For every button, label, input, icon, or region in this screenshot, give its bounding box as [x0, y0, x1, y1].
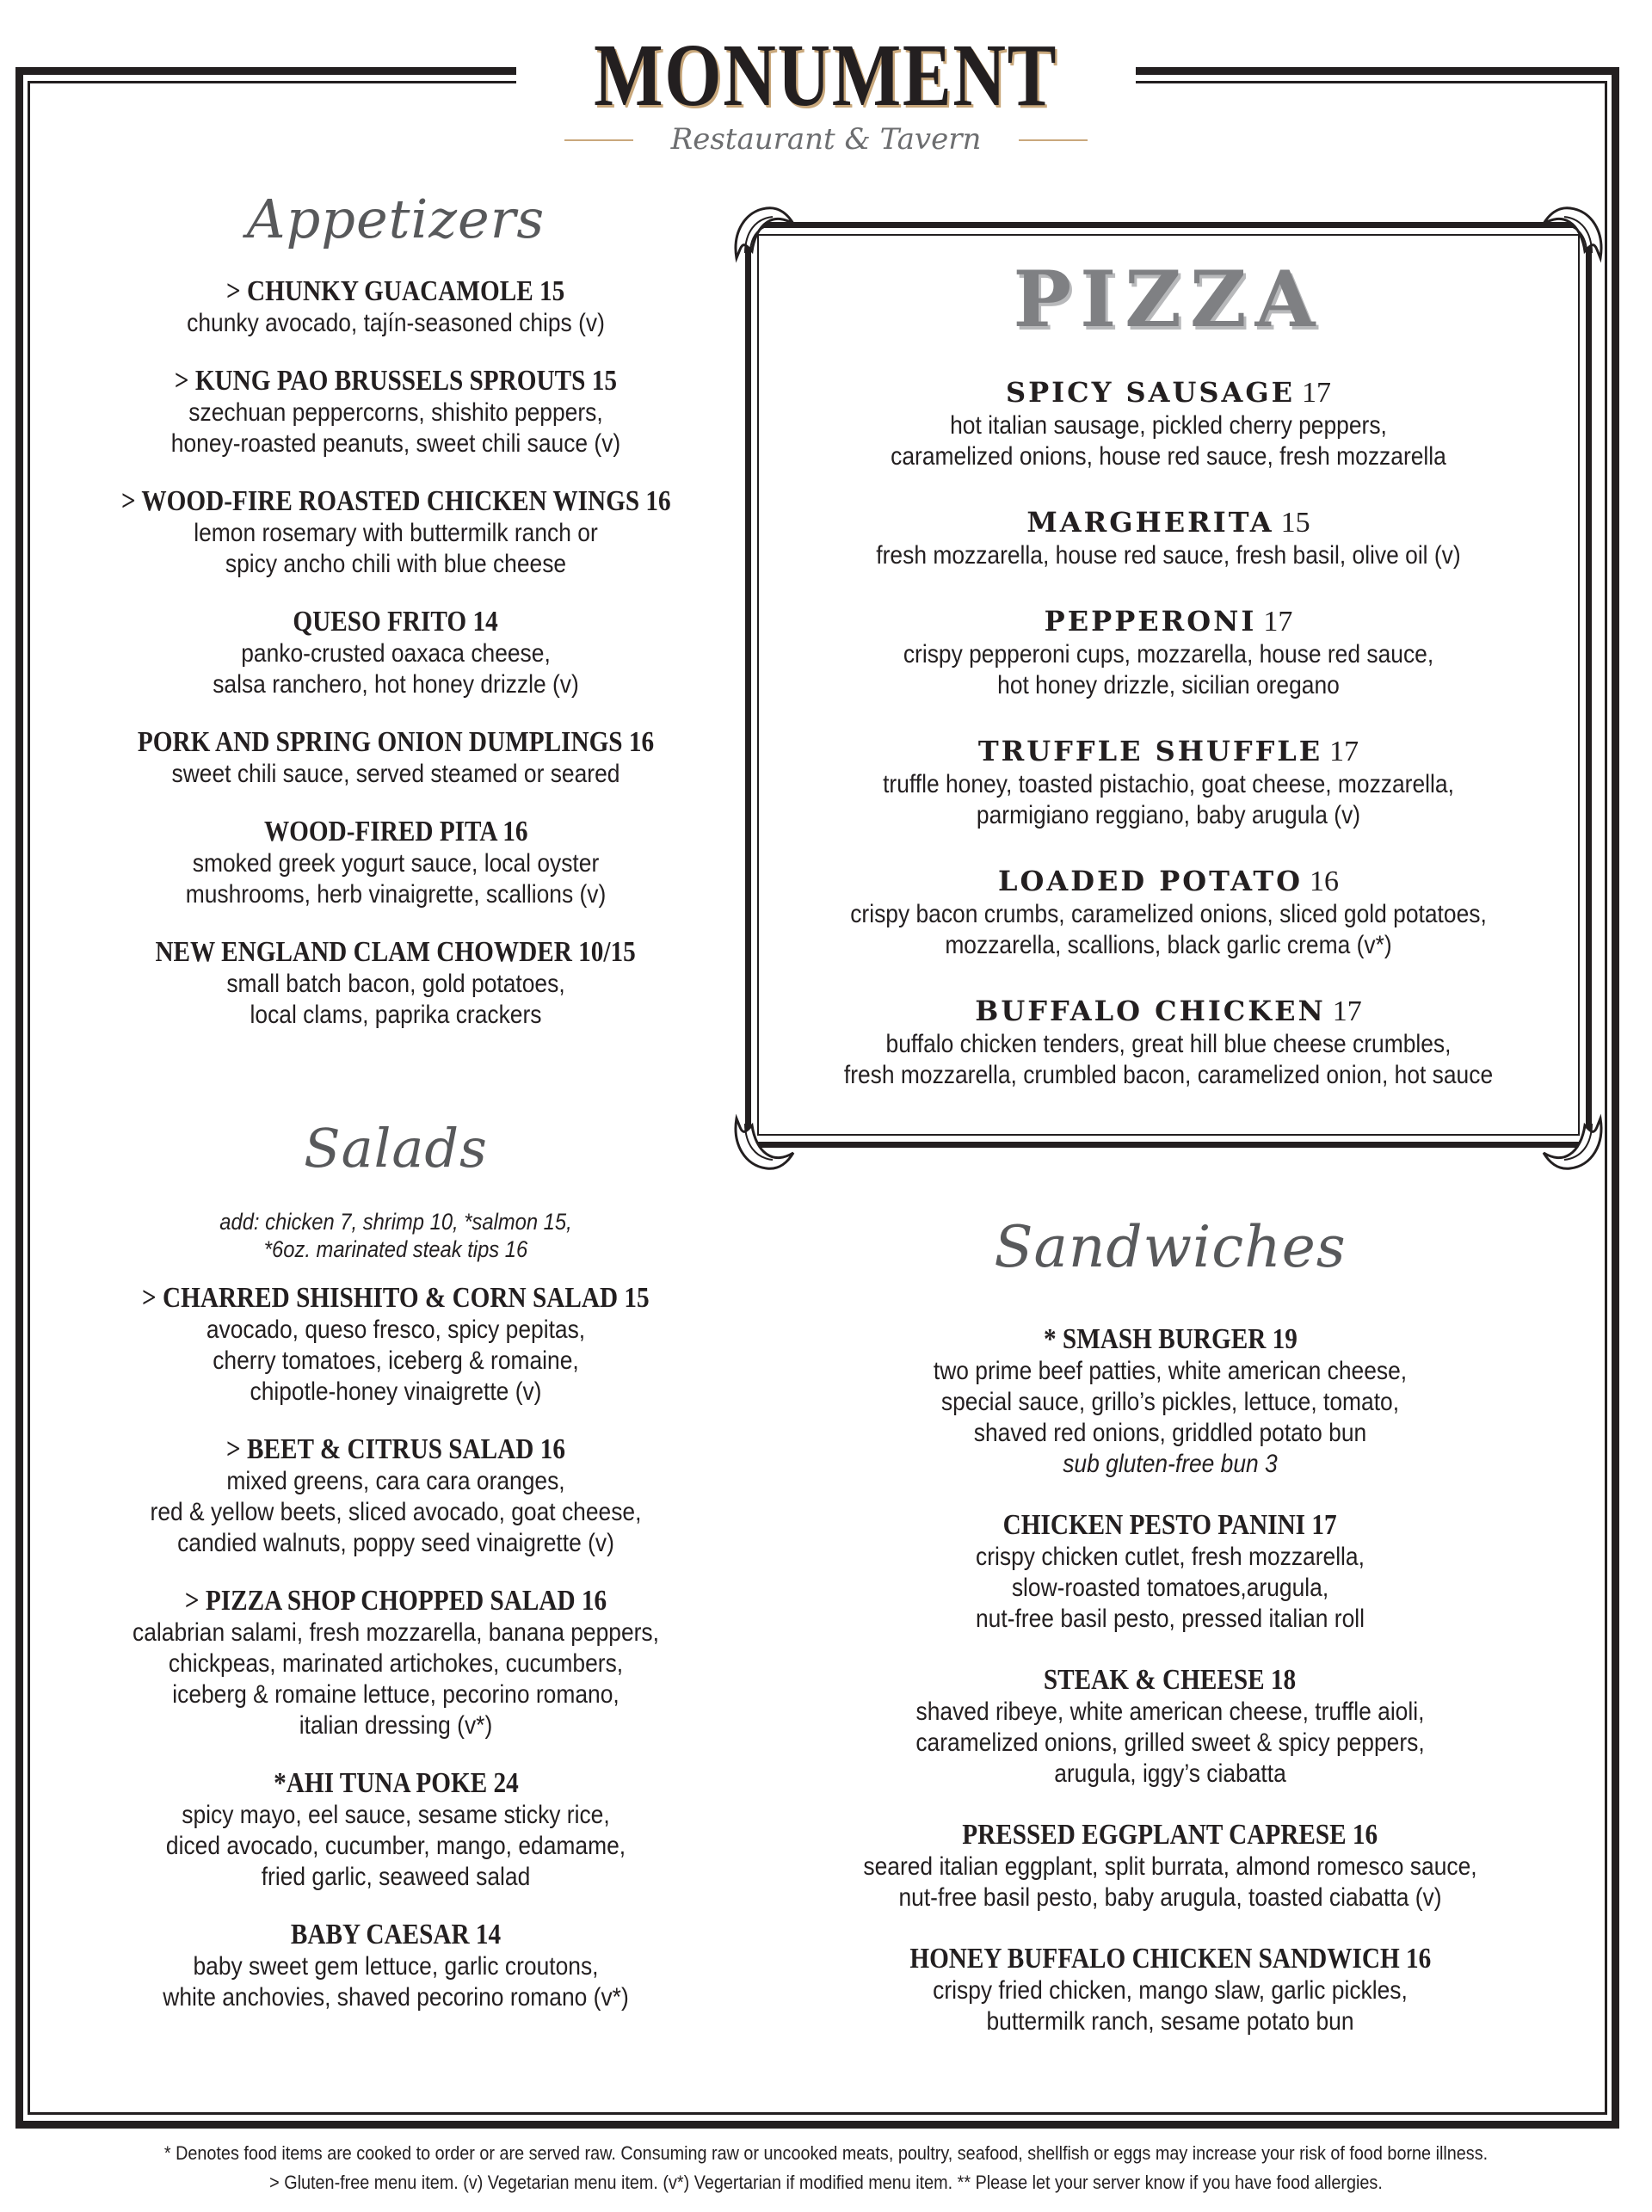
menu-item-title: LOADED POTATO — [998, 865, 1303, 897]
menu-item-description: crispy bacon crumbs, caramelized onions, sliced gold potatoes, — [850, 900, 1487, 928]
menu-item-description: seared italian eggplant, split burrata, almond romesco sauce, — [863, 1852, 1477, 1881]
menu-item-description: slow-roasted tomatoes,arugula, — [1011, 1574, 1329, 1602]
salads-list — [69, 1282, 723, 2013]
menu-item-description: spicy ancho chili with blue cheese — [225, 550, 567, 578]
pizza-content — [745, 256, 1592, 1124]
menu-item-description: lemon rosemary with buttermilk ranch or — [194, 519, 598, 547]
menu-item-name: > CHUNKY GUACAMOLE 15 — [226, 275, 565, 307]
menu-item-description: chickpeas, marinated artichokes, cucumbers, — [168, 1649, 624, 1678]
menu-item-name: CHICKEN PESTO PANINI 17 — [1002, 1509, 1338, 1541]
menu-item — [757, 1509, 1583, 1635]
menu-item-price: 15 — [1280, 507, 1310, 539]
menu-item-name: QUESO FRITO 14 — [293, 606, 499, 638]
addon-line: *6oz. marinated steak tips 16 — [263, 1236, 528, 1262]
menu-item-description: spicy mayo, eel sauce, sesame sticky rice, — [182, 1801, 610, 1829]
gold-rule-left — [564, 139, 633, 141]
menu-item-description: crispy fried chicken, mango slaw, garlic pickles, — [933, 1976, 1408, 2005]
menu-item — [69, 1767, 723, 1893]
menu-item-name: PRESSED EGGPLANT CAPRESE 16 — [962, 1819, 1378, 1851]
pizza-box — [745, 222, 1592, 1148]
menu-item-title: BUFFALO CHICKEN — [975, 995, 1326, 1027]
menu-item — [69, 1282, 723, 1408]
menu-item — [757, 1943, 1583, 2037]
raw-food-warning: * Denotes food items are cooked to order or are served raw. Consuming raw or uncooked meats, poultry, seafood, shellfish or eggs may increase your risk of food borne illness. — [163, 2142, 1489, 2164]
menu-item — [69, 816, 723, 910]
menu-item-price: 17 — [1329, 736, 1359, 767]
menu-item-description: fresh mozzarella, crumbled bacon, caramelized onion, hot sauce — [843, 1061, 1494, 1089]
menu-item-price: 17 — [1263, 606, 1293, 638]
menu-item-description: mushrooms, herb vinaigrette, scallions (v) — [185, 880, 607, 909]
menu-item-description: avocado, queso fresco, spicy pepitas, — [206, 1315, 586, 1344]
menu-item-description: hot italian sausage, pickled cherry peppers, — [950, 411, 1387, 440]
salad-addons — [69, 1208, 723, 1263]
menu-item — [757, 1664, 1583, 1790]
sandwiches-list — [757, 1323, 1583, 2037]
appetizers-list — [69, 275, 723, 1031]
menu-item — [745, 994, 1592, 1091]
pizza-heading: PIZZA — [1013, 254, 1324, 345]
menu-item-name: BABY CAESAR 14 — [290, 1919, 502, 1950]
menu-item-name: > PIZZA SHOP CHOPPED SALAD 16 — [184, 1585, 607, 1617]
menu-item-name: > CHARRED SHISHITO & CORN SALAD 15 — [142, 1282, 650, 1314]
menu-item-title: MARGHERITA — [1026, 506, 1274, 539]
menu-item — [745, 734, 1592, 831]
menu-item-description: two prime beef patties, white american cheese, — [933, 1357, 1408, 1385]
menu-item-description: iceberg & romaine lettuce, pecorino romano, — [172, 1680, 620, 1709]
menu-item-description: baby sweet gem lettuce, garlic croutons, — [193, 1952, 599, 1981]
menu-item-name: * SMASH BURGER 19 — [1043, 1323, 1298, 1355]
menu-item-name: NEW ENGLAND CLAM CHOWDER 10/15 — [155, 936, 637, 968]
menu-item-description: red & yellow beets, sliced avocado, goat cheese, — [150, 1498, 642, 1526]
menu-item-description: white anchovies, shaved pecorino romano (v*) — [163, 1983, 629, 2012]
menu-item-description: buffalo chicken tenders, great hill blue cheese crumbles, — [885, 1030, 1452, 1058]
salads-heading: Salads — [304, 1117, 488, 1180]
gold-rule-right — [1019, 139, 1088, 141]
menu-item-description: arugula, iggy’s ciabatta — [1054, 1759, 1286, 1788]
appetizers-heading: Appetizers — [246, 188, 546, 250]
restaurant-name: MONUMENT — [594, 26, 1058, 125]
menu-item — [745, 864, 1592, 961]
addon-line: add: chicken 7, shrimp 10, *salmon 15, — [219, 1209, 572, 1235]
menu-item-description: shaved ribeye, white american cheese, truffle aioli, — [915, 1698, 1425, 1726]
restaurant-subtitle-row — [516, 120, 1136, 158]
menu-item-price: 16 — [1310, 866, 1339, 897]
menu-item-name: PORK AND SPRING ONION DUMPLINGS 16 — [137, 726, 655, 758]
menu-item-name: WOOD-FIRED PITA 16 — [263, 816, 528, 847]
menu-item — [757, 1819, 1583, 1913]
menu-item-description: buttermilk ranch, sesame potato bun — [986, 2007, 1354, 2036]
menu-item-description: mixed greens, cara cara oranges, — [226, 1467, 565, 1495]
menu-item-description: crispy chicken cutlet, fresh mozzarella, — [976, 1543, 1365, 1571]
menu-item-description: italian dressing (v*) — [299, 1711, 493, 1740]
menu-item — [69, 1919, 723, 2013]
menu-item-description: crispy pepperoni cups, mozzarella, house red sauce, — [903, 640, 1434, 669]
menu-item-description: candied walnuts, poppy seed vinaigrette (v) — [177, 1529, 614, 1557]
menu-item-description: parmigiano reggiano, baby arugula (v) — [976, 801, 1361, 829]
menu-item-description: fried garlic, seaweed salad — [261, 1863, 531, 1891]
menu-item-description: panko-crusted oaxaca cheese, — [241, 639, 551, 668]
menu-item — [745, 505, 1592, 571]
menu-item — [69, 1585, 723, 1741]
menu-item — [69, 606, 723, 700]
menu-item-description: nut-free basil pesto, baby arugula, toasted ciabatta (v) — [898, 1883, 1442, 1912]
menu-item-description: shaved red onions, griddled potato bun — [973, 1419, 1367, 1447]
appetizers-section — [69, 181, 723, 1057]
menu-item-description: fresh mozzarella, house red sauce, fresh basil, olive oil (v) — [876, 541, 1461, 570]
menu-item-description: cherry tomatoes, iceberg & romaine, — [213, 1346, 579, 1375]
menu-item-name: HONEY BUFFALO CHICKEN SANDWICH 16 — [909, 1943, 1431, 1975]
sandwiches-section — [757, 1205, 1583, 2067]
menu-item-description: nut-free basil pesto, pressed italian roll — [976, 1605, 1365, 1633]
menu-item-description: hot honey drizzle, sicilian oregano — [997, 671, 1340, 699]
menu-item-title: PEPPERONI — [1044, 605, 1257, 638]
menu-item-description: chipotle-honey vinaigrette (v) — [250, 1377, 542, 1406]
menu-item-name: STEAK & CHEESE 18 — [1044, 1664, 1297, 1696]
sandwiches-heading: Sandwiches — [994, 1214, 1347, 1280]
menu-item-description: mozzarella, scallions, black garlic crema (v*) — [945, 931, 1392, 959]
menu-item-name — [745, 604, 1592, 639]
menu-item — [69, 275, 723, 339]
menu-item-description: caramelized onions, grilled sweet & spicy peppers, — [915, 1728, 1425, 1757]
menu-item-name: *AHI TUNA POKE 24 — [273, 1767, 519, 1799]
menu-item-price: 17 — [1332, 995, 1362, 1027]
menu-item — [745, 375, 1592, 472]
menu-item — [745, 604, 1592, 701]
menu-item-name: > WOOD-FIRE ROASTED CHICKEN WINGS 16 — [120, 485, 671, 517]
menu-item-name — [745, 864, 1592, 899]
menu-item-note: sub gluten-free bun 3 — [1063, 1450, 1278, 1478]
menu-item-price: 17 — [1302, 377, 1332, 409]
menu-item-description: salsa ranchero, hot honey drizzle (v) — [213, 670, 579, 699]
menu-item-description: calabrian salami, fresh mozzarella, banana peppers, — [133, 1618, 659, 1647]
menu-item-description: caramelized onions, house red sauce, fresh mozzarella — [891, 442, 1446, 471]
menu-item-title: SPICY SAUSAGE — [1005, 376, 1296, 409]
menu-item-description: chunky avocado, tajín-seasoned chips (v) — [187, 309, 605, 337]
menu-item-name — [745, 505, 1592, 540]
salads-section — [69, 1110, 723, 2039]
restaurant-subtitle: Restaurant & Tavern — [670, 122, 982, 157]
menu-item-name — [745, 375, 1592, 410]
footer-disclaimer — [0, 2139, 1652, 2197]
pizza-list — [745, 375, 1592, 1091]
menu-item-description: special sauce, grillo’s pickles, lettuce, tomato, — [940, 1388, 1400, 1416]
menu-item — [69, 485, 723, 580]
menu-item — [69, 726, 723, 790]
menu-item — [69, 1433, 723, 1559]
menu-item — [69, 936, 723, 1031]
menu-item-name: > KUNG PAO BRUSSELS SPROUTS 15 — [174, 365, 618, 397]
menu-legend: > Gluten-free menu item. (v) Vegetarian menu item. (v*) Vegertarian if modified menu item. ** Please let your server know if you have food allergies. — [269, 2172, 1383, 2193]
menu-item-description: truffle honey, toasted pistachio, goat cheese, mozzarella, — [883, 770, 1454, 798]
menu-item-description: small batch bacon, gold potatoes, — [226, 970, 565, 998]
menu-item-name — [745, 734, 1592, 769]
menu-item-title: TRUFFLE SHUFFLE — [977, 735, 1323, 767]
menu-item — [757, 1323, 1583, 1480]
menu-item-description: local clams, paprika crackers — [250, 1001, 542, 1029]
restaurant-logo — [516, 26, 1136, 158]
menu-item-name — [745, 994, 1592, 1029]
menu-item-description: honey-roasted peanuts, sweet chili sauce (v) — [170, 429, 621, 458]
menu-item-description: sweet chili sauce, served steamed or seared — [171, 760, 620, 788]
menu-item-description: diced avocado, cucumber, mango, edamame, — [165, 1832, 626, 1860]
menu-item — [69, 365, 723, 459]
menu-item-description: szechuan peppercorns, shishito peppers, — [188, 398, 603, 427]
menu-item-name: > BEET & CITRUS SALAD 16 — [226, 1433, 565, 1465]
menu-item-description: smoked greek yogurt sauce, local oyster — [192, 849, 600, 878]
